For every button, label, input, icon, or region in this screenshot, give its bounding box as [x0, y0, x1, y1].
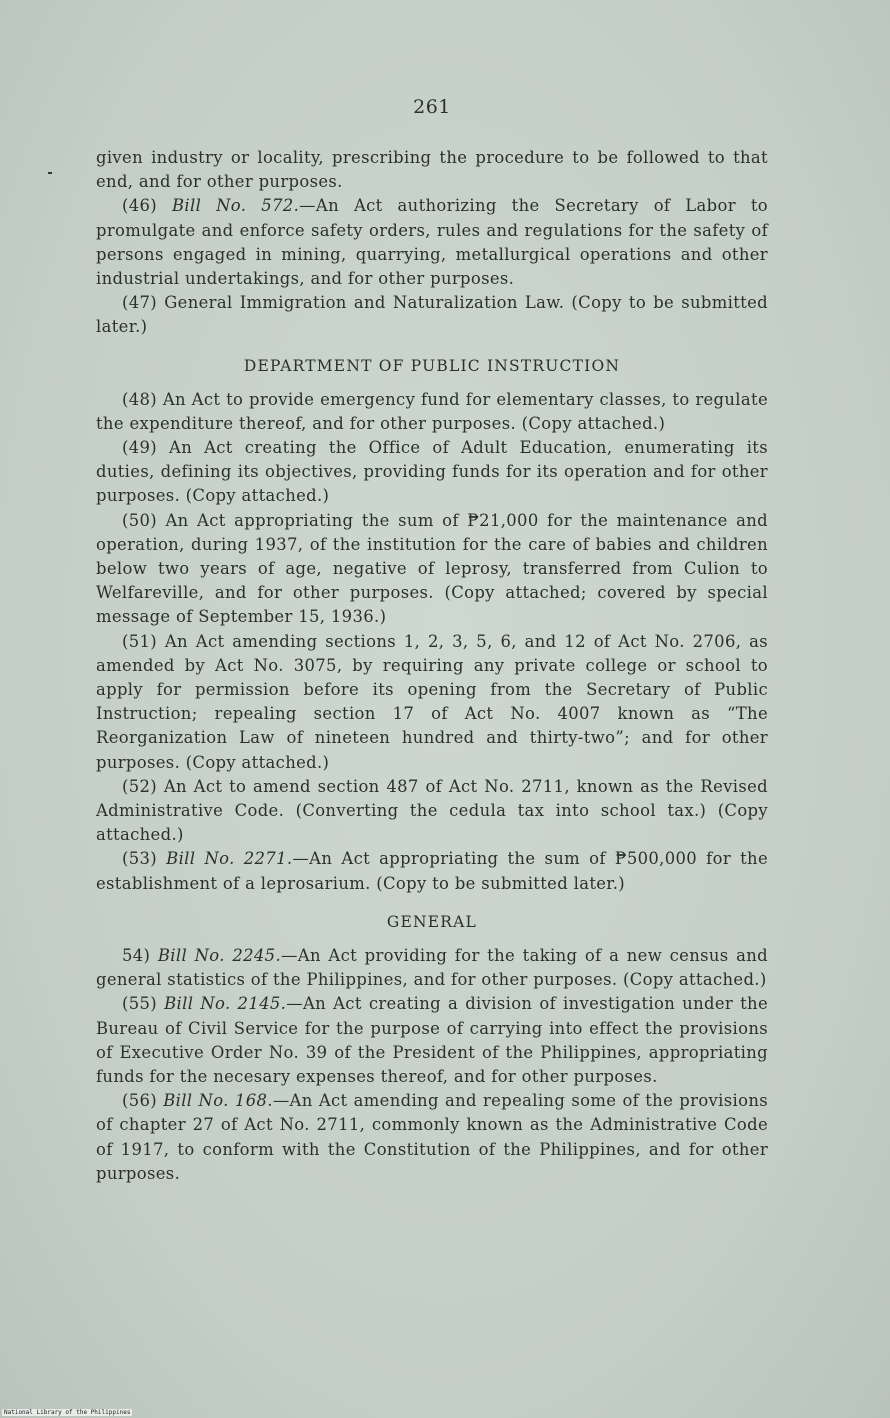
- paragraph: [96, 944, 768, 992]
- ink-speck: [48, 172, 52, 174]
- paragraph-text: An Act to amend section 487 of Act No. 2711, known as the Revised Administrative Code. (Converting the cedula tax into school tax.) (Copy attached.): [96, 776, 768, 845]
- item-number: (52): [122, 776, 164, 796]
- paragraph-text: An Act appropriating the sum of ₱21,000 for the maintenance and operation, during 1937, of the institution for the care of babies and children below two years of age, negative of leprosy, transferred from Culion to Welfareville, and for other purposes. (Copy attached; covered by special message of September 15, 1936.): [96, 510, 768, 627]
- item-number: (55): [122, 994, 165, 1014]
- paragraph-text: given industry or locality, prescribing the procedure to be followed to that end, and for other purposes.: [96, 148, 768, 192]
- paragraph: [96, 992, 768, 1089]
- bill-reference: Bill No. 2245.: [157, 945, 282, 965]
- bill-reference: Bill No. 2145.: [164, 994, 287, 1014]
- paragraph: [96, 194, 768, 291]
- page-body: [96, 146, 768, 1186]
- paragraph: [96, 1089, 768, 1186]
- paragraph-text: An Act to provide emergency fund for elementary classes, to regulate the expenditure thereof, and for other purposes. (Copy attached.): [96, 389, 769, 433]
- paragraph: [96, 388, 768, 436]
- paragraph: [96, 847, 768, 895]
- bill-reference: Bill No. 2271.: [166, 849, 293, 869]
- item-number: 54): [122, 945, 158, 965]
- section-heading: GENERAL: [386, 912, 478, 931]
- bill-reference: Bill No. 572.: [172, 196, 300, 216]
- paragraph-text: An Act creating the Office of Adult Education, enumerating its duties, defining its objectives, providing funds for its operation and for other purposes. (Copy attached.): [96, 438, 768, 506]
- item-number: (46): [122, 196, 172, 216]
- paragraph-text: General Immigration and Naturalization Law. (Copy to be submitted later.): [96, 293, 768, 337]
- item-number: (51): [122, 631, 165, 651]
- paragraph-text: —An Act amending and repealing some of the provisions of chapter 27 of Act No. 2711, commonly known as the Administrative Code of 1917, to conform with the Constitution of the Philippines, and for other purposes.: [96, 1091, 768, 1183]
- item-number: (56): [122, 1091, 164, 1111]
- item-number: (48): [122, 389, 163, 409]
- paragraph: [96, 775, 768, 848]
- paragraph-text: —An Act providing for the taking of a new census and general statistics of the Philippines, and for other purposes. (Copy attached.): [96, 945, 768, 990]
- paragraph: [96, 436, 768, 509]
- page-number: 261: [413, 96, 451, 118]
- paragraph: [96, 509, 768, 630]
- item-number: (50): [122, 510, 166, 530]
- section-heading: DEPARTMENT OF PUBLIC INSTRUCTION: [243, 356, 621, 375]
- bill-reference: Bill No. 168.: [163, 1091, 273, 1111]
- paragraph: [96, 291, 768, 339]
- paragraph: [96, 630, 768, 775]
- paragraph-text: An Act amending sections 1, 2, 3, 5, 6, and 12 of Act No. 2706, as amended by Act No. 3075, by requiring any private college or school to apply for permission before its opening from the Secretary of Public Instruction; repealing section 17 of Act No. 4007 known as “The Reorganization Law of nineteen hundred and thirty-two”; and for other purposes. (Copy attached.): [96, 631, 769, 772]
- paragraph-text: —An Act creating a division of investigation under the Bureau of Civil Service for the purpose of carrying into effect the provisions of Executive Order No. 39 of the President of the Philippines, appropriating funds for the necesary expenses thereof, and for other purposes.: [96, 994, 768, 1086]
- item-number: (53): [122, 849, 167, 869]
- paragraph-text: —An Act authorizing the Secretary of Labor to promulgate and enforce safety orders, rules and regulations for the safety of persons engaged in mining, quarrying, metallurgical operations and other industrial undertakings, and for other purposes.: [96, 196, 768, 289]
- paragraph: [96, 146, 768, 194]
- item-number: (47): [122, 293, 165, 313]
- item-number: (49): [122, 438, 170, 458]
- paragraph-text: —An Act appropriating the sum of ₱500,000 for the establishment of a leprosarium. (Copy to be submitted later.): [96, 849, 769, 893]
- footer-credit: National Library of the Philippines: [4, 1409, 131, 1416]
- document-page: [96, 96, 768, 1186]
